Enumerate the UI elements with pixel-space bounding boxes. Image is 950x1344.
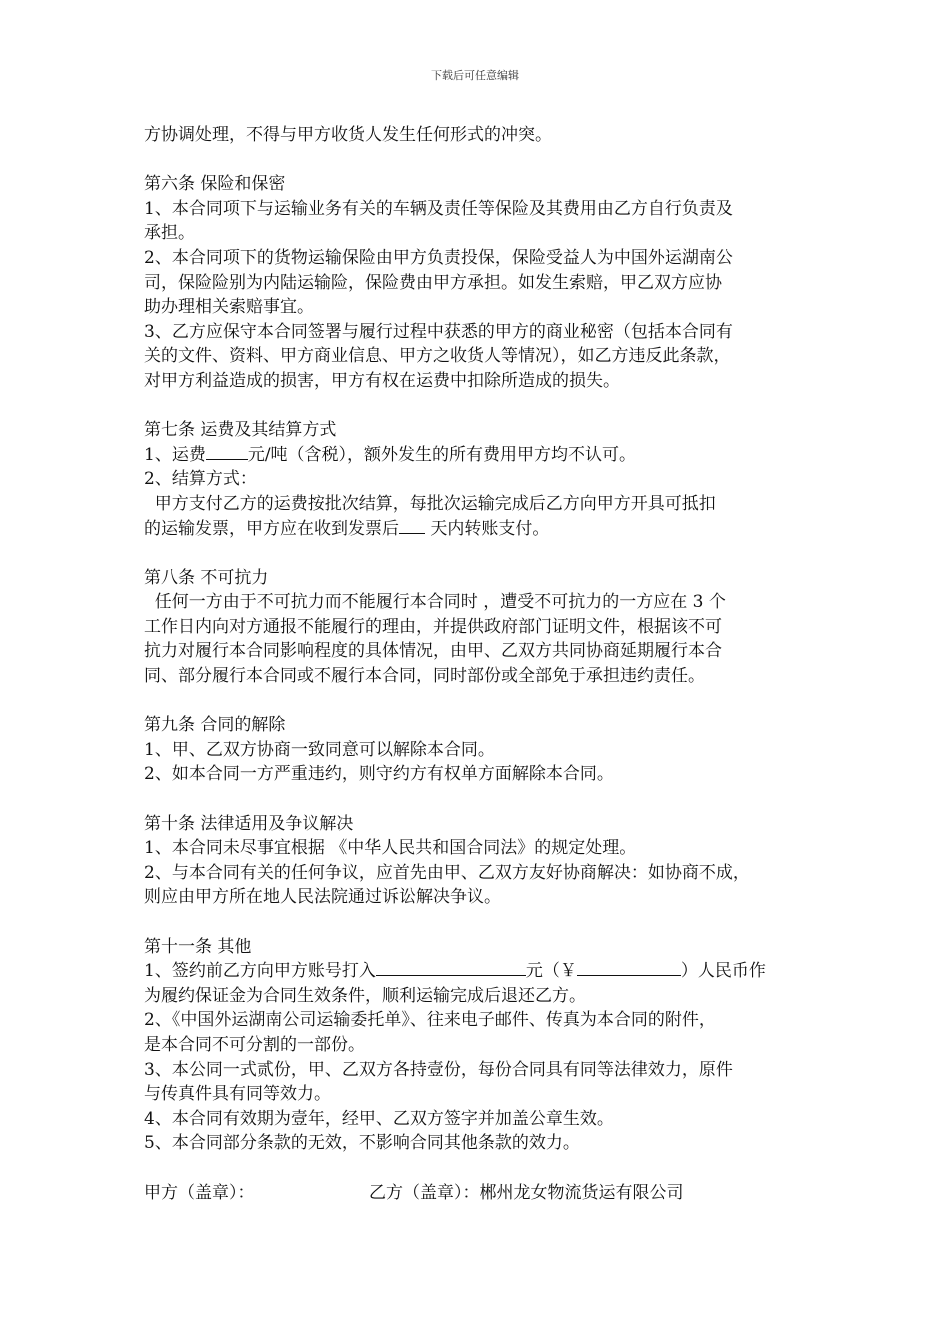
text-line: 3、乙方应保守本合同签署与履行过程中获悉的甲方的商业秘密（包括本合同有: [144, 321, 733, 342]
text-segment: 的运输发票，甲方应在收到发票后: [144, 518, 399, 539]
text-line: 2、与本合同有关的任何争议，应首先由甲、乙双方友好协商解决：如协商不成，: [144, 862, 750, 883]
text-line: 助办理相关索赔事宜。: [144, 297, 314, 318]
text-line: 甲方支付乙方的运费按批次结算，每批次运输完成后乙方向甲方开具可抵扣: [144, 493, 716, 514]
article-6-title: 第六条 保险和保密: [144, 174, 286, 195]
page-header: 下载后可任意编辑: [431, 69, 519, 82]
text-line: 1、本合同项下与运输业务有关的车辆及责任等保险及其费用由乙方自行负责及: [144, 198, 733, 219]
payment-days-line: [144, 517, 824, 542]
freight-rate-line: [144, 443, 824, 468]
deposit-line: [144, 959, 824, 984]
text-line: 2、《中国外运湖南公司运输委托单》、往来电子邮件、传真为本合同的附件，: [144, 1010, 716, 1031]
text-segment: 元（￥: [525, 961, 577, 982]
article-10-title: 第十条 法律适用及争议解决: [144, 813, 354, 834]
text-segment: 1、签约前乙方向甲方账号打入: [144, 961, 376, 982]
text-line: 任何一方由于不可抗力而不能履行本合同时 ，遭受不可抗力的一方应在 3 个: [144, 592, 726, 613]
text-line: 对甲方利益造成的损害，甲方有权在运费中扣除所造成的损失。: [144, 370, 620, 391]
text-line: 为履约保证金为合同生效条件，顺利运输完成后退还乙方。: [144, 985, 586, 1006]
text-line: 承担。: [144, 223, 195, 244]
text-line: 1、甲、乙双方协商一致同意可以解除本合同。: [144, 739, 495, 760]
fill-in-blank[interactable]: [399, 517, 425, 534]
text-line: 与传真件具有同等效力。: [144, 1084, 331, 1105]
text-segment: ）人民币作: [680, 961, 766, 982]
party-b-signature: 乙方（盖章）：郴州龙女物流货运有限公司: [369, 1182, 684, 1203]
text-line: 2、本合同项下的货物运输保险由甲方负责投保，保险受益人为中国外运湖南公: [144, 247, 733, 268]
text-line: 是本合同不可分割的一部份。: [144, 1034, 365, 1055]
text-line: 抗力对履行本合同影响程度的具体情况，由甲、乙双方共同协商延期履行本合: [144, 641, 722, 662]
contract-body: [144, 123, 824, 1205]
text-line: 工作日内向对方通报不能履行的理由，并提供政府部门证明文件，根据该不可: [144, 616, 722, 637]
text-segment: 天内转账支付。: [425, 518, 550, 539]
party-a-signature: 甲方（盖章）：: [144, 1182, 255, 1203]
text-line: 5、本合同部分条款的无效，不影响合同其他条款的效力。: [144, 1133, 580, 1154]
fill-in-blank[interactable]: [577, 959, 681, 976]
text-line: 3、本公同一式贰份，甲、乙双方各持壹份，每份合同具有同等法律效力，原件: [144, 1059, 733, 1080]
text-line: 4、本合同有效期为壹年，经甲、乙双方签字并加盖公章生效。: [144, 1108, 614, 1129]
text-segment: 元/吨（含税），额外发生的所有费用甲方均不认可。: [247, 444, 637, 465]
signature-row: [144, 1181, 824, 1206]
fill-in-blank[interactable]: [206, 443, 248, 460]
fill-in-blank[interactable]: [376, 959, 526, 976]
text-line: 司，保险险别为内陆运输险，保险费由甲方承担。如发生索赔，甲乙双方应协: [144, 272, 722, 293]
text-line: 同、部分履行本合同或不履行本合同，同时部份或全部免于承担违约责任。: [144, 666, 705, 687]
article-8-title: 第八条 不可抗力: [144, 567, 269, 588]
text-line: 2、如本合同一方严重违约，则守约方有权单方面解除本合同。: [144, 764, 614, 785]
article-7-title: 第七条 运费及其结算方式: [144, 420, 337, 441]
text-line: 关的文件、资料、甲方商业信息、甲方之收货人等情况），如乙方违反此条款，: [144, 346, 731, 367]
article-9-title: 第九条 合同的解除: [144, 715, 286, 736]
article-11-title: 第十一条 其他: [144, 936, 252, 957]
text-segment: 1、运费: [144, 444, 206, 465]
text-line: 方协调处理，不得与甲方收货人发生任何形式的冲突。: [144, 125, 552, 145]
text-line: 2、结算方式：: [144, 469, 257, 490]
text-line: 则应由甲方所在地人民法院通过诉讼解决争议。: [144, 887, 501, 908]
text-line: 1、本合同未尽事宜根据 《中华人民共和国合同法》的规定处理。: [144, 838, 637, 859]
